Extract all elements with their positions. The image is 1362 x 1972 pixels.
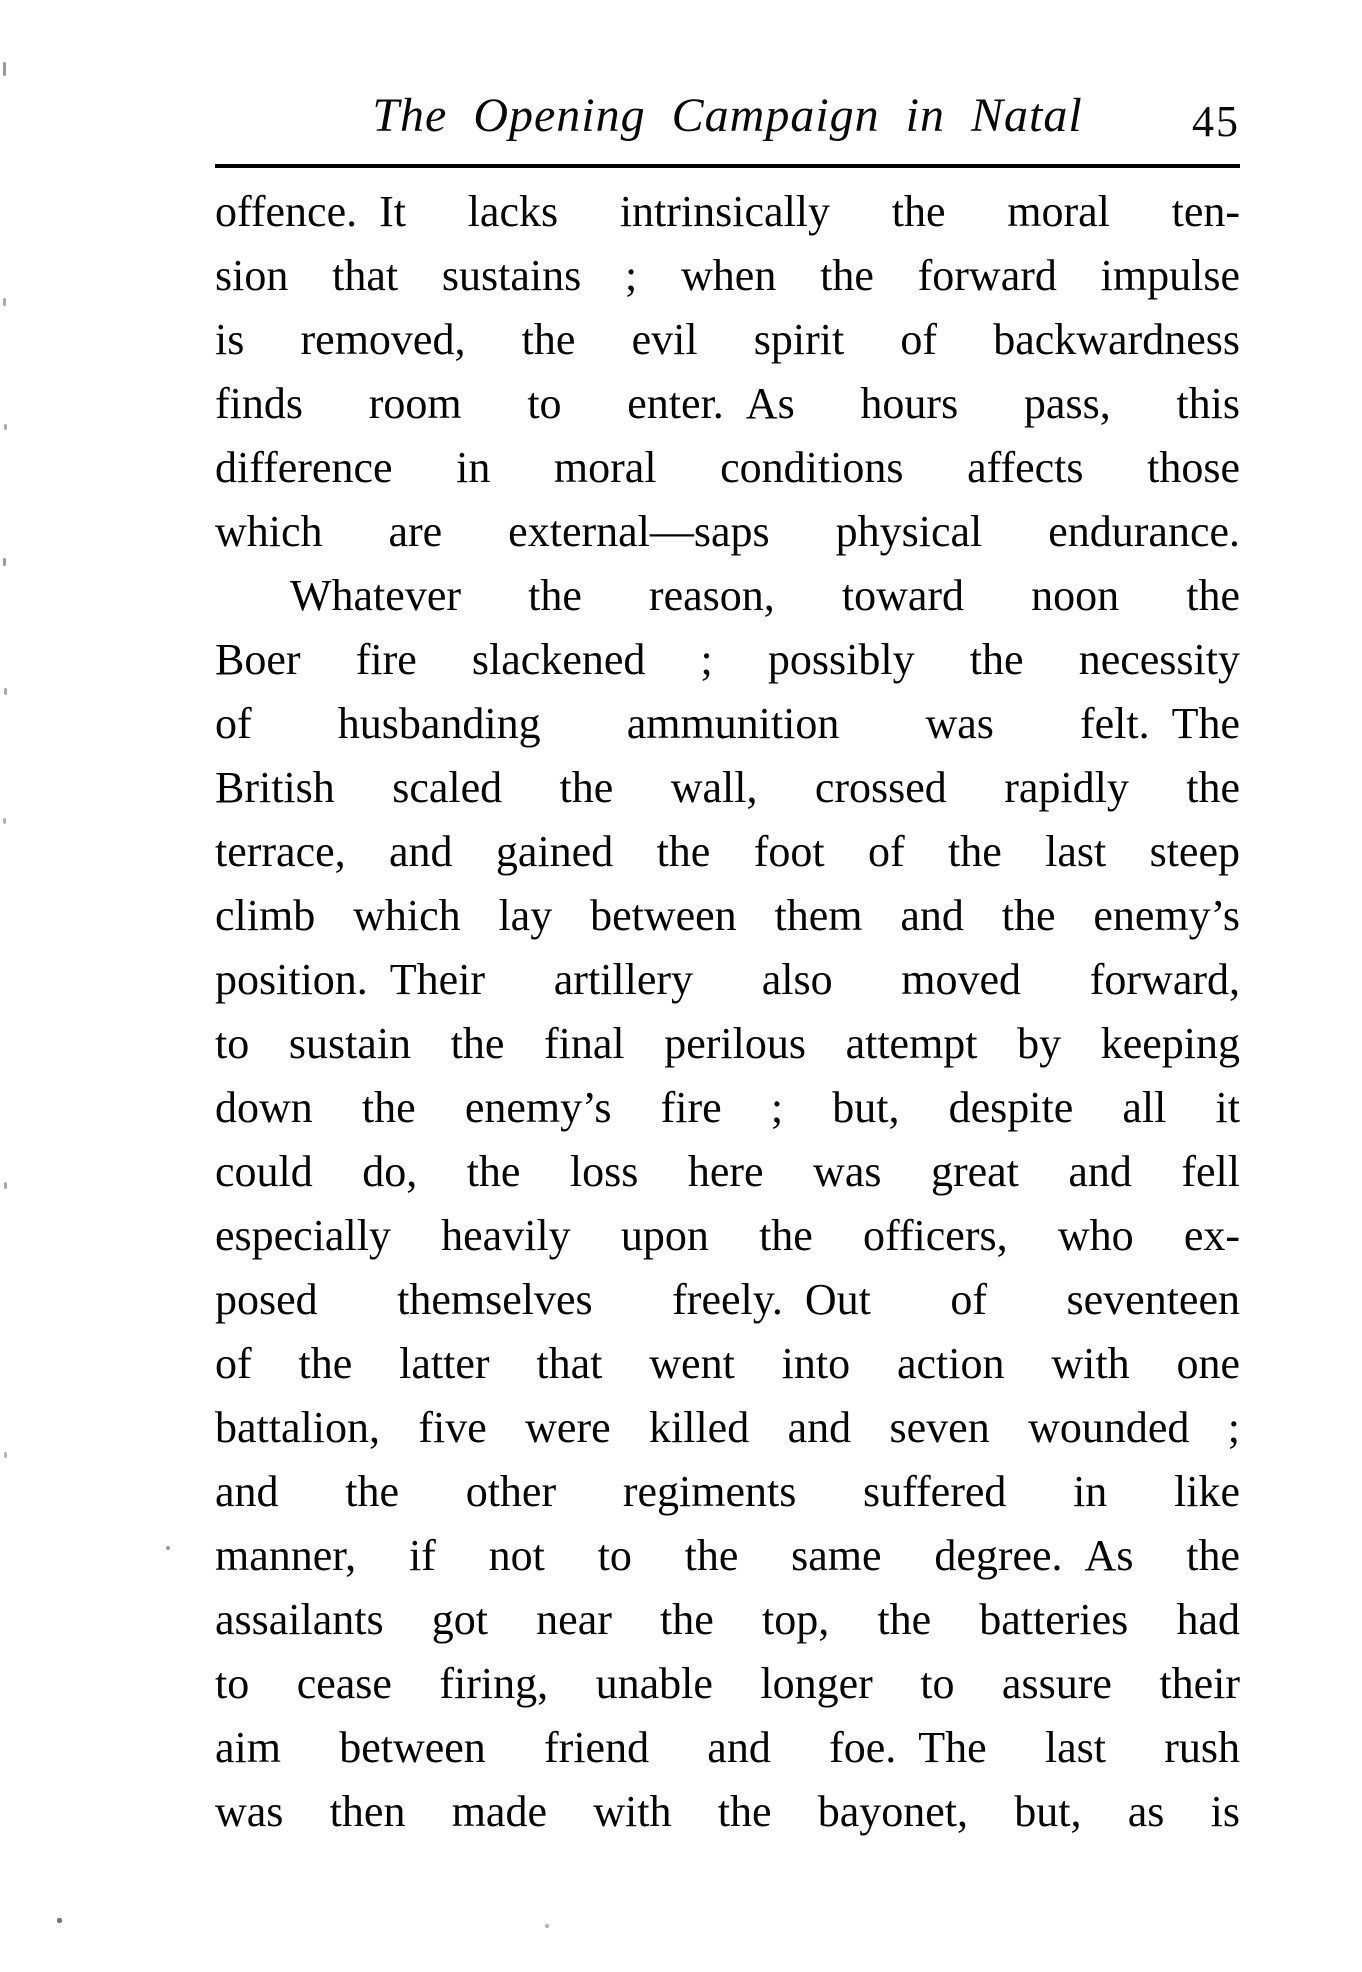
scan-speckle [166,1546,170,1550]
text-line: offence. It lacks intrinsically the moral ten- [215,187,1240,236]
text-line: could do, the loss here was great and fell [215,1147,1240,1196]
running-title: The Opening Campaign in Natal [372,89,1083,142]
text-line-paragraph-start: Whatever the reason, toward noon the [290,571,1240,620]
text-line: aim between friend and foe. The last rush [215,1723,1240,1772]
scan-speckle [3,558,6,566]
text-line: climb which lay between them and the enemy’s [215,891,1240,940]
text-line: and the other regiments suffered in like [215,1467,1240,1516]
text-line: position. Their artillery also moved forward, [215,955,1240,1004]
text-line: manner, if not to the same degree. As the [215,1531,1240,1580]
text-line: posed themselves freely. Out of seventeen [215,1275,1240,1324]
header-rule [215,164,1240,168]
scan-speckle [4,1182,7,1189]
text-line: of the latter that went into action with one [215,1339,1240,1388]
scan-speckle [4,1452,7,1458]
text-line: was then made with the bayonet, but, as is [215,1787,1240,1836]
scan-speckle [3,62,6,76]
text-line: finds room to enter. As hours pass, this [215,379,1240,428]
text-line: assailants got near the top, the batteries had [215,1595,1240,1644]
text-line: difference in moral conditions affects those [215,443,1240,492]
page-header [215,0,1240,146]
text-line: down the enemy’s fire ; but, despite all it [215,1083,1240,1132]
text-line: which are external—saps physical endurance. [215,507,1240,556]
text-line: to cease firing, unable longer to assure their [215,1659,1240,1708]
scan-speckle [3,818,6,824]
text-line: of husbanding ammunition was felt. The [215,699,1240,748]
scan-speckle [57,1918,62,1923]
page-number: 45 [1192,97,1240,146]
text-line: terrace, and gained the foot of the last steep [215,827,1240,876]
scan-speckle [4,424,7,430]
scan-speckle [545,1924,549,1928]
text-line: sion that sustains ; when the forward impulse [215,251,1240,300]
text-line: Boer fire slackened ; possibly the necessity [215,635,1240,684]
scan-speckle [4,688,7,695]
text-line: especially heavily upon the officers, who ex- [215,1211,1240,1260]
text-line: British scaled the wall, crossed rapidly the [215,763,1240,812]
text-line: to sustain the final perilous attempt by keeping [215,1019,1240,1068]
text-line: battalion, five were killed and seven wounded ; [215,1403,1240,1452]
scan-speckle [3,298,6,306]
text-line: is removed, the evil spirit of backwardness [215,315,1240,364]
page-body [215,180,1240,1844]
